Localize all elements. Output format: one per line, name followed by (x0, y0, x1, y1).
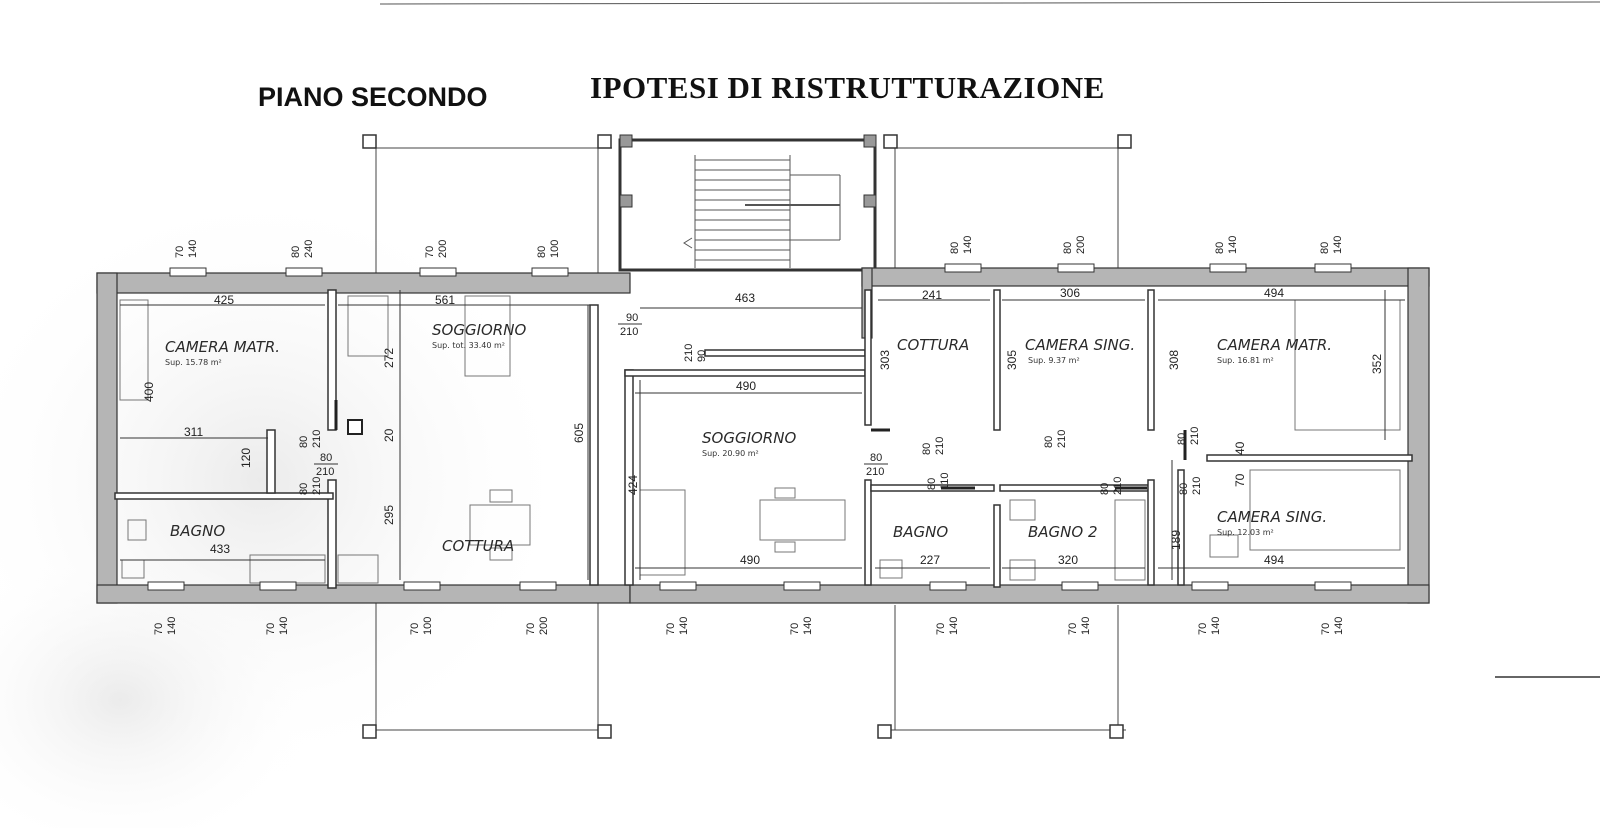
dimension-label: 433 (210, 542, 231, 556)
window-height: 140 (802, 616, 814, 635)
room-name: CAMERA MATR. (165, 338, 281, 356)
window-height: 140 (1333, 616, 1345, 635)
window-width: 70 (1067, 622, 1079, 635)
door-height: 210 (1056, 429, 1068, 448)
floor-title: PIANO SECONDO (258, 82, 488, 112)
door-height: 210 (866, 466, 885, 478)
chimney-flue (348, 420, 362, 434)
window-height: 140 (1227, 235, 1239, 254)
room-name: BAGNO (170, 522, 226, 540)
room-name: SOGGIORNO (432, 321, 527, 339)
main-title: IPOTESI DI RISTRUTTURAZIONE (590, 70, 1105, 105)
window-width: 70 (174, 245, 186, 258)
dimension-label: 352 (1370, 353, 1384, 374)
window-width: 70 (935, 622, 947, 635)
door-width: 80 (926, 477, 938, 490)
window-height: 100 (549, 239, 561, 258)
dimension-label: 295 (382, 504, 396, 525)
room-area: Sup. 9.37 m² (1028, 356, 1080, 365)
door-width: 80 (1043, 435, 1055, 448)
sheet-edge (380, 2, 1600, 4)
window-height: 140 (166, 616, 178, 635)
door-height: 210 (620, 326, 639, 338)
door-width: 80 (1099, 482, 1111, 495)
door-width: 80 (921, 442, 933, 455)
room-name: CAMERA SING. (1217, 508, 1328, 526)
room-area: Sup. tot. 33.40 m² (432, 341, 506, 350)
window-height: 200 (1075, 235, 1087, 254)
window-width: 70 (153, 622, 165, 635)
door-width: 90 (626, 312, 639, 324)
door-height: 210 (316, 466, 335, 478)
window-width: 80 (1062, 241, 1074, 254)
dimension-label: 241 (922, 288, 943, 302)
window-height: 200 (538, 616, 550, 635)
dimension-label: 306 (1060, 286, 1081, 300)
window-width: 70 (665, 622, 677, 635)
dimension-label: 424 (626, 474, 640, 495)
dimension-label: 308 (1167, 349, 1181, 370)
dimension-label: 20 (382, 428, 396, 442)
dimension-label: 494 (1264, 286, 1285, 300)
window-height: 140 (948, 616, 960, 635)
door-height: 210 (311, 429, 323, 448)
dimension-label: 272 (382, 347, 396, 368)
window-height: 140 (678, 616, 690, 635)
room-area: Sup. 16.81 m² (1217, 356, 1274, 365)
dimension-label: 605 (572, 422, 586, 443)
stairwell (620, 135, 876, 270)
door-height: 210 (683, 343, 695, 362)
dimension-label: 311 (184, 425, 204, 439)
dimension-label: 490 (740, 553, 761, 567)
door-width: 80 (1178, 482, 1190, 495)
door-height: 210 (1189, 426, 1201, 445)
dimension-label: 305 (1005, 349, 1019, 370)
room-name: CAMERA MATR. (1217, 336, 1333, 354)
window-width: 70 (424, 245, 436, 258)
window-width: 80 (290, 245, 302, 258)
dimension-label: 400 (142, 381, 156, 402)
room-name: SOGGIORNO (702, 429, 797, 447)
window-height: 140 (187, 239, 199, 258)
window-width: 80 (1319, 241, 1331, 254)
dimension-label: 70 (1233, 473, 1247, 487)
window-height: 140 (1210, 616, 1222, 635)
window-width: 80 (536, 245, 548, 258)
window-height: 240 (303, 239, 315, 258)
room-area: Sup. 12.03 m² (1217, 528, 1274, 537)
door-width: 80 (870, 452, 883, 464)
dimension-label: 494 (1264, 553, 1285, 567)
room-name: BAGNO (893, 523, 949, 541)
door-height: 210 (311, 476, 323, 495)
window-height: 140 (1332, 235, 1344, 254)
window-width: 70 (409, 622, 421, 635)
window-width: 70 (1197, 622, 1209, 635)
door-height: 210 (1112, 476, 1124, 495)
room-area: Sup. 15.78 m² (165, 358, 222, 367)
window-height: 140 (962, 235, 974, 254)
dimension-label: 227 (920, 553, 941, 567)
dimension-label: 40 (1233, 441, 1247, 455)
dimension-label: 425 (214, 293, 235, 307)
dimension-label: 463 (735, 291, 756, 305)
window-width: 70 (265, 622, 277, 635)
room-name: CAMERA SING. (1025, 336, 1136, 354)
door-width: 80 (320, 452, 333, 464)
door-height: 110 (939, 472, 951, 490)
window-height: 140 (1080, 616, 1092, 635)
room-name: COTTURA (897, 336, 970, 354)
door-width: 80 (298, 482, 310, 495)
window-height: 140 (278, 616, 290, 635)
dimension-label: 189 (1169, 529, 1183, 550)
dimension-label: 303 (878, 349, 892, 370)
window-width: 70 (789, 622, 801, 635)
window-height: 100 (422, 616, 434, 635)
window-width: 80 (1214, 241, 1226, 254)
dimension-label: 561 (435, 293, 456, 307)
door-width: 80 (298, 435, 310, 448)
window-width: 70 (1320, 622, 1332, 635)
door-width: 90 (696, 349, 708, 362)
room-name: COTTURA (442, 537, 515, 555)
door-width: 80 (1176, 432, 1188, 445)
room-name: BAGNO 2 (1028, 523, 1098, 541)
dimension-label: 490 (736, 379, 757, 393)
room-area: Sup. 20.90 m² (702, 449, 759, 458)
door-height: 210 (934, 436, 946, 455)
dimension-label: 320 (1058, 553, 1079, 567)
window-height: 200 (437, 239, 449, 258)
window-width: 70 (525, 622, 537, 635)
dimension-label: 120 (239, 447, 253, 468)
window-width: 80 (949, 241, 961, 254)
door-height: 210 (1191, 476, 1203, 495)
